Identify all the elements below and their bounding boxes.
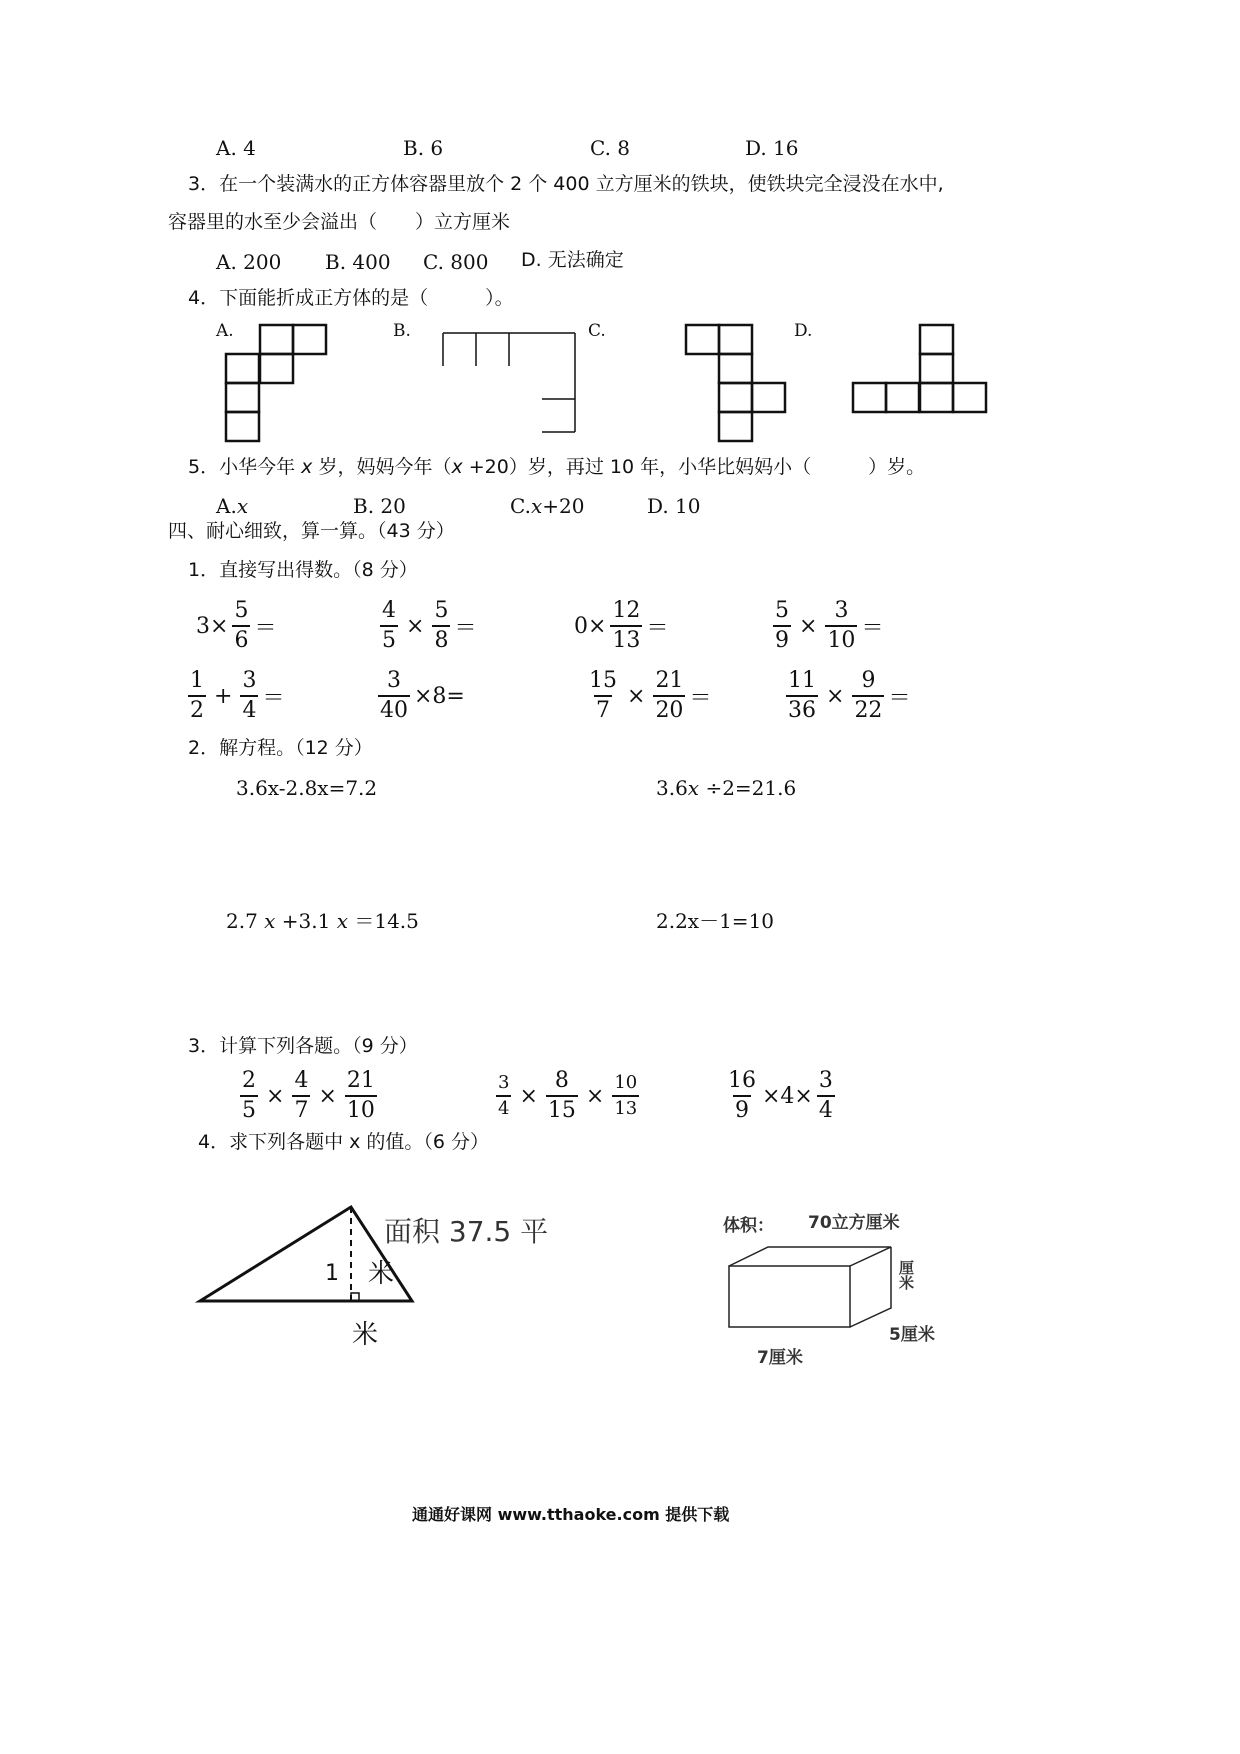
denominator: 4 (817, 1095, 835, 1122)
operator: + (214, 683, 233, 709)
q5-stem-mid: 岁，妈妈今年（ (318, 456, 452, 478)
denominator: 4 (240, 695, 258, 722)
denominator: 7 (594, 695, 612, 722)
numerator: 3 (387, 668, 401, 693)
denominator: 20 (653, 695, 685, 722)
triangle-area-label: 面积 37.5 平 (384, 1215, 549, 1248)
numerator: 3 (242, 668, 257, 693)
numerator: 12 (612, 598, 641, 623)
denominator: 8 (432, 625, 450, 652)
q5-option-d: D. 10 (647, 494, 701, 518)
footer-credit: 通通好课网 www.tthaoke.com 提供下载 (412, 1505, 730, 1524)
triangle-height-unit: 米 (368, 1259, 395, 1289)
operator: × (585, 1083, 605, 1109)
denominator: 6 (232, 625, 250, 652)
triangle-base-unit: 米 (352, 1320, 379, 1350)
p1-item-1-pre: 3× (196, 613, 229, 639)
numerator: 16 (728, 1068, 756, 1093)
denominator: 5 (380, 625, 398, 652)
denominator: 9 (733, 1095, 751, 1122)
denominator: 2 (188, 695, 206, 722)
q5-option-c-label: C. (510, 494, 531, 518)
q5-option-a-label: A. (216, 494, 237, 518)
equation-2: 3.6𝑥 ÷2=21.6 (656, 776, 797, 800)
equals: ＝ (888, 685, 911, 711)
triangle-height-number: 1 (325, 1261, 339, 1286)
q2-option-d: D. 16 (745, 136, 799, 160)
numerator: 4 (294, 1068, 309, 1093)
denominator: 15 (546, 1095, 578, 1122)
operator: × (318, 1083, 337, 1109)
q5-stem-mid2: +20）岁，再过 10 年，小华比妈妈小（ ）岁。 (468, 456, 926, 478)
numerator: 2 (242, 1068, 256, 1093)
equation-4: 2.2x－1=10 (656, 909, 775, 933)
q3-stem-line2: 容器里的水至少会溢出（ ）立方厘米 (168, 211, 511, 233)
denominator: 9 (773, 625, 791, 652)
q2-option-a: A. 4 (216, 136, 256, 160)
denominator: 10 (825, 625, 857, 652)
q4-label-c: C. (588, 321, 606, 341)
numerator: 5 (234, 598, 249, 623)
numerator: 15 (589, 668, 617, 693)
denominator: 4 (496, 1095, 511, 1118)
q4-label-b: B. (393, 321, 411, 341)
q3-option-c: C. 800 (423, 250, 489, 274)
denominator: 40 (378, 695, 410, 722)
numerator: 1 (190, 668, 204, 693)
p1-item-3-pre: 0× (574, 613, 607, 639)
q2-option-b: B. 6 (403, 136, 444, 160)
operator: × (826, 683, 845, 709)
numerator: 4 (382, 598, 396, 623)
numerator: 8 (554, 1068, 569, 1093)
q5-option-a-var: x (236, 494, 249, 518)
q4-label-d: D. (794, 321, 813, 341)
operator: × (519, 1083, 538, 1109)
equals: ＝ (646, 615, 669, 641)
box-height-label: 厘米 (897, 1260, 915, 1290)
box-volume-value: 70立方厘米 (808, 1213, 900, 1233)
box-length-label: 7厘米 (757, 1348, 803, 1368)
q5-option-b: B. 20 (353, 494, 406, 518)
box-volume-label: 体积： (723, 1216, 774, 1236)
denominator: 7 (292, 1095, 310, 1122)
equals: ＝ (689, 685, 712, 711)
denominator: 22 (852, 695, 884, 722)
numerator: 3 (818, 1068, 833, 1093)
part2-title: 2．解方程。（12 分） (188, 737, 373, 759)
numerator: 21 (346, 1068, 375, 1093)
numerator: 10 (614, 1072, 638, 1093)
q4-label-a: A. (216, 321, 234, 341)
q3-option-a: A. 200 (216, 250, 282, 274)
box-width-label: 5厘米 (889, 1325, 935, 1345)
numerator: 5 (775, 598, 789, 623)
box-top-edges (729, 1247, 891, 1266)
operator: × (266, 1083, 285, 1109)
denominator: 13 (610, 625, 642, 652)
equals: ＝ (861, 615, 884, 641)
numerator: 9 (861, 668, 876, 693)
q3-option-b: B. 400 (325, 250, 391, 274)
q2-option-c: C. 8 (590, 136, 631, 160)
q3-stem-line1: 3．在一个装满水的正方体容器里放个 2 个 400 立方厘米的铁块，使铁块完全浸没在水中, (188, 173, 944, 195)
q5-var-2: x (451, 456, 463, 478)
part4-title: 4．求下列各题中 x 的值。（6 分） (198, 1131, 490, 1153)
denominator: 13 (612, 1095, 639, 1118)
times-four-times: ×4× (762, 1083, 813, 1109)
q5-option-c-suffix: +20 (542, 494, 585, 518)
q5-var: x (301, 456, 313, 478)
numerator: 5 (434, 598, 449, 623)
equation-1: 3.6x-2.8x=7.2 (236, 776, 378, 800)
equals: ＝ (254, 615, 277, 641)
operator: × (627, 683, 646, 709)
times-eight-equals: ×8= (414, 683, 465, 709)
q4-stem: 4．下面能折成正方体的是（ ）。 (188, 287, 514, 309)
numerator: 11 (788, 668, 816, 693)
equals: ＝ (262, 685, 285, 711)
box-front-face (729, 1266, 850, 1327)
part3-title: 3．计算下列各题。（9 分） (188, 1035, 418, 1057)
box-right-edges (850, 1247, 891, 1327)
q3-option-d: D. 无法确定 (521, 249, 624, 271)
numerator: 21 (655, 668, 684, 693)
numerator: 3 (834, 598, 849, 623)
numerator: 3 (498, 1072, 510, 1093)
denominator: 36 (786, 695, 818, 722)
equation-3: 2.7 𝑥 +3.1 𝑥 ＝14.5 (226, 909, 419, 933)
q5-stem-prefix: 5．小华今年 (188, 456, 296, 478)
operator: × (406, 613, 425, 639)
equals: ＝ (454, 615, 477, 641)
q5-option-c-var: x (530, 494, 543, 518)
part1-title: 1．直接写出得数。（8 分） (188, 559, 418, 581)
denominator: 10 (345, 1095, 377, 1122)
section4-title: 四、耐心细致，算一算。（43 分） (168, 520, 455, 542)
operator: × (799, 613, 818, 639)
denominator: 5 (240, 1095, 258, 1122)
